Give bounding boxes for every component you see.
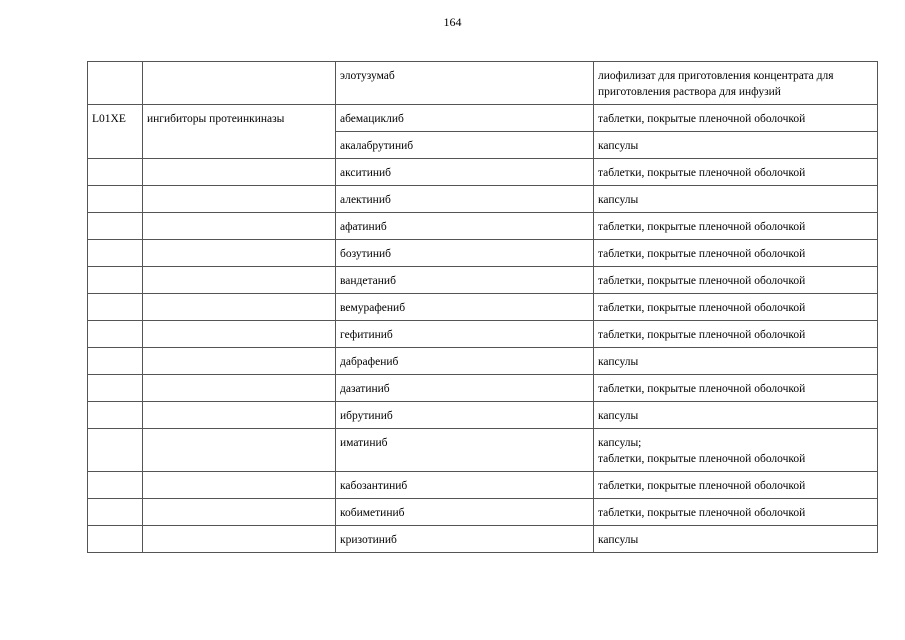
atc-code-cell: [88, 240, 143, 267]
dosage-form-line: капсулы: [598, 534, 639, 546]
dosage-form-line: капсулы: [598, 140, 639, 152]
drug-name-cell: кабозантиниб: [336, 472, 594, 499]
table-row: [88, 472, 878, 499]
group-name-cell: [143, 472, 336, 499]
dosage-form-line: лиофилизат для приготовления концентрата для: [598, 70, 834, 82]
dosage-form-line: таблетки, покрытые пленочной оболочкой: [598, 507, 806, 519]
group-name-cell: [143, 375, 336, 402]
drug-name-cell: дабрафениб: [336, 348, 594, 375]
table-row: [88, 499, 878, 526]
dosage-form-cell: [594, 526, 878, 553]
atc-code-cell: [88, 267, 143, 294]
dosage-form-line: капсулы: [598, 410, 639, 422]
table-row: [88, 429, 878, 472]
drug-name-cell: акситиниб: [336, 159, 594, 186]
dosage-form-cell: [594, 240, 878, 267]
dosage-form-cell: [594, 267, 878, 294]
drug-name-cell: абемациклиб: [336, 105, 594, 132]
drug-name-cell: иматиниб: [336, 429, 594, 472]
dosage-form-line: таблетки, покрытые пленочной оболочкой: [598, 275, 806, 287]
atc-code-cell: [88, 321, 143, 348]
dosage-form-line: таблетки, покрытые пленочной оболочкой: [598, 248, 806, 260]
dosage-form-cell: [594, 105, 878, 132]
dosage-form-cell: [594, 472, 878, 499]
atc-code-cell: [88, 472, 143, 499]
group-name-cell: [143, 186, 336, 213]
group-name-cell: ингибиторы протеинкиназы: [143, 105, 336, 159]
drug-name-cell: бозутиниб: [336, 240, 594, 267]
group-name-cell: [143, 429, 336, 472]
dosage-form-line: таблетки, покрытые пленочной оболочкой: [598, 167, 806, 179]
dosage-form-line: таблетки, покрытые пленочной оболочкой: [598, 329, 806, 341]
group-name-cell: [143, 240, 336, 267]
group-name-cell: [143, 348, 336, 375]
dosage-form-line: таблетки, покрытые пленочной оболочкой: [598, 302, 806, 314]
table-row: [88, 105, 878, 132]
table-row: [88, 62, 878, 105]
atc-code-cell: [88, 375, 143, 402]
group-name-cell: [143, 159, 336, 186]
table-row: [88, 402, 878, 429]
dosage-form-line: капсулы: [598, 194, 639, 206]
table-row: [88, 267, 878, 294]
drug-name-cell: кобиметиниб: [336, 499, 594, 526]
dosage-form-cell: [594, 375, 878, 402]
group-name-cell: [143, 267, 336, 294]
group-name-cell: [143, 499, 336, 526]
page-number: 164: [443, 15, 462, 29]
dosage-form-cell: [594, 321, 878, 348]
dosage-form-line: таблетки, покрытые пленочной оболочкой: [598, 221, 806, 233]
table-row: [88, 375, 878, 402]
atc-code-cell: [88, 348, 143, 375]
dosage-form-cell: [594, 402, 878, 429]
atc-code-cell: [88, 62, 143, 105]
drug-name-cell: гефитиниб: [336, 321, 594, 348]
dosage-form-cell: [594, 429, 878, 472]
dosage-form-cell: [594, 132, 878, 159]
table-row: [88, 348, 878, 375]
table-row: [88, 213, 878, 240]
dosage-form-cell: [594, 186, 878, 213]
atc-code-cell: [88, 526, 143, 553]
dosage-form-cell: [594, 213, 878, 240]
dosage-form-cell: [594, 294, 878, 321]
drug-name-cell: вемурафениб: [336, 294, 594, 321]
group-name-cell: [143, 321, 336, 348]
table-row: [88, 240, 878, 267]
dosage-form-cell: [594, 159, 878, 186]
drug-name-cell: элотузумаб: [336, 62, 594, 105]
drug-name-cell: акалабрутиниб: [336, 132, 594, 159]
atc-code-cell: [88, 186, 143, 213]
atc-code-cell: [88, 159, 143, 186]
group-name-cell: [143, 402, 336, 429]
table-row: [88, 186, 878, 213]
dosage-form-line: приготовления раствора для инфузий: [598, 86, 781, 98]
group-name-cell: [143, 213, 336, 240]
drug-name-cell: ибрутиниб: [336, 402, 594, 429]
dosage-form-cell: [594, 62, 878, 105]
atc-code-cell: L01XE: [88, 105, 143, 159]
dosage-form-line: таблетки, покрытые пленочной оболочкой: [598, 480, 806, 492]
drug-name-cell: алектиниб: [336, 186, 594, 213]
dosage-form-line: капсулы;: [598, 437, 642, 449]
drug-name-cell: вандетаниб: [336, 267, 594, 294]
group-name-cell: [143, 526, 336, 553]
atc-code-cell: [88, 402, 143, 429]
atc-code-cell: [88, 213, 143, 240]
atc-code-cell: [88, 499, 143, 526]
dosage-form-cell: [594, 348, 878, 375]
group-name-cell: [143, 294, 336, 321]
table-row: [88, 159, 878, 186]
group-name-cell: [143, 62, 336, 105]
dosage-form-line: таблетки, покрытые пленочной оболочкой: [598, 113, 806, 125]
drug-list-table: [87, 61, 878, 553]
table-row: [88, 321, 878, 348]
drug-name-cell: кризотиниб: [336, 526, 594, 553]
dosage-form-line: капсулы: [598, 356, 639, 368]
drug-name-cell: афатиниб: [336, 213, 594, 240]
table-row: [88, 526, 878, 553]
atc-code-cell: [88, 429, 143, 472]
drug-name-cell: дазатиниб: [336, 375, 594, 402]
table-row: [88, 294, 878, 321]
dosage-form-cell: [594, 499, 878, 526]
dosage-form-line: таблетки, покрытые пленочной оболочкой: [598, 453, 806, 465]
dosage-form-line: таблетки, покрытые пленочной оболочкой: [598, 383, 806, 395]
atc-code-cell: [88, 294, 143, 321]
